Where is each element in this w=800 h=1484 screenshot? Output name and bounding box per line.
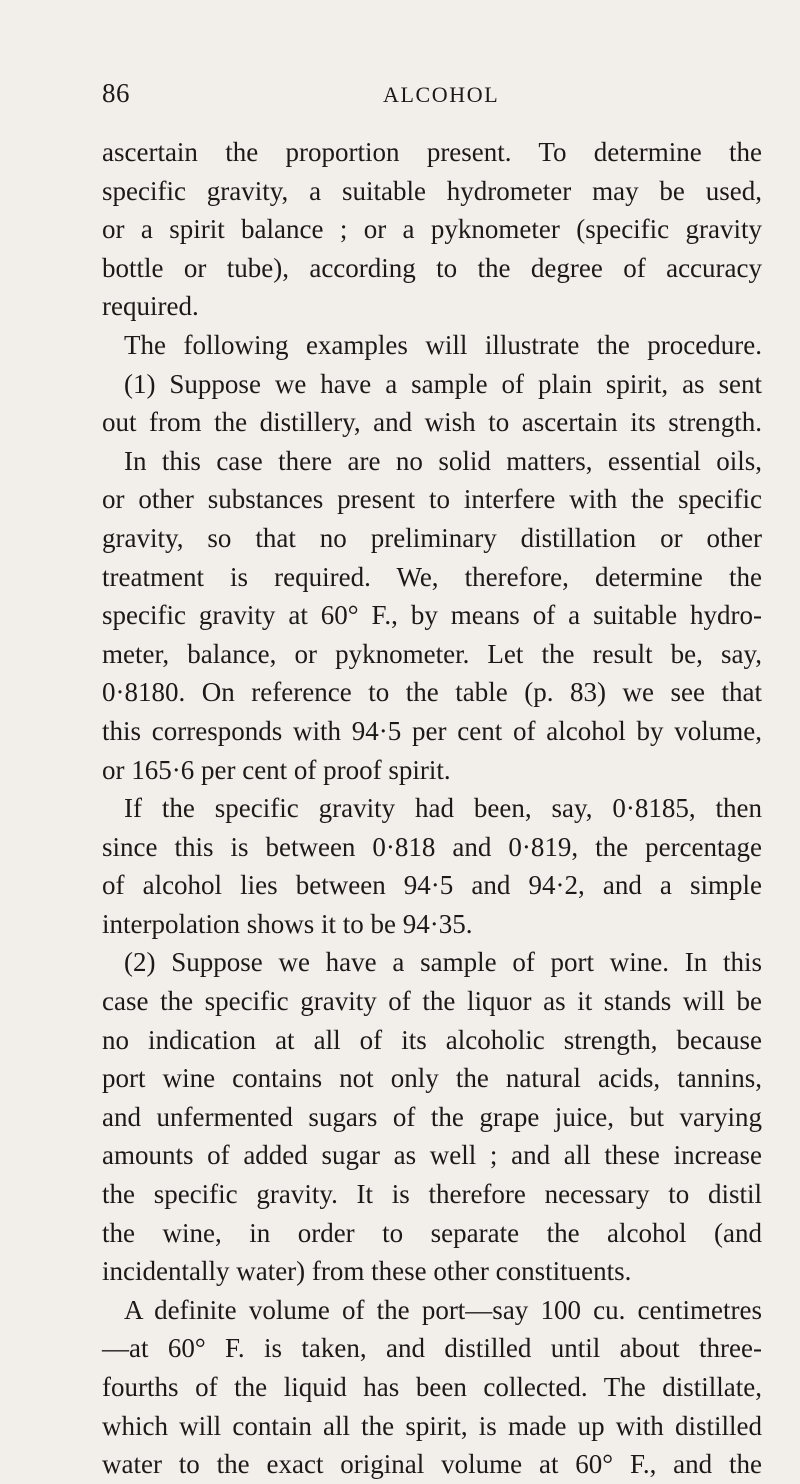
text-line: required. [102, 291, 199, 322]
text-line: or a spirit balance ; or a pyknometer (specific gravity [102, 214, 762, 245]
text-line: treatment is required. We, therefore, determine the [102, 561, 762, 592]
text-line: of alcohol lies between 94·5 and 94·2, and a simple [102, 870, 762, 901]
text-line: the wine, in order to separate the alcohol (and [102, 1217, 762, 1248]
text-line: which will contain all the spirit, is made up with distilled [102, 1410, 762, 1441]
text-line: In this case there are no solid matters, essential oils, [124, 445, 762, 476]
text-line: specific gravity at 60° F., by means of a suitable hydro- [102, 600, 762, 631]
text-line: the specific gravity. It is therefore necessary to distil [102, 1179, 762, 1210]
running-head: ALCOHOL [383, 82, 500, 107]
text-line: 0·8180. On reference to the table (p. 83) we see that [102, 677, 762, 708]
page-header [102, 78, 762, 118]
text-line: interpolation shows it to be 94·35. [102, 908, 473, 939]
text-line: If the specific gravity had been, say, 0·8185, then [124, 793, 762, 824]
text-line: case the specific gravity of the liquor as it stands will be [102, 986, 762, 1017]
text-line: port wine contains not only the natural acids, tannins, [102, 1063, 762, 1094]
text-line: (1) Suppose we have a sample of plain spirit, as sent [124, 368, 762, 399]
text-line: no indication at all of its alcoholic strength, because [102, 1024, 762, 1055]
text-line: or other substances present to interfere with the specific [102, 484, 762, 515]
text-line: (2) Suppose we have a sample of port wine. In this [124, 947, 762, 978]
text-line: gravity, so that no preliminary distillation or other [102, 522, 762, 553]
text-line: incidentally water) from these other constituents. [102, 1256, 632, 1287]
text-line: —at 60° F. is taken, and distilled until about three- [102, 1333, 762, 1364]
text-line: The following examples will illustrate the procedure. [124, 329, 762, 360]
text-line: meter, balance, or pyknometer. Let the result be, say, [102, 638, 762, 669]
page-number: 86 [102, 78, 130, 108]
text-line: water to the exact original volume at 60° F., and the [102, 1449, 762, 1480]
text-line: amounts of added sugar as well ; and all these increase [102, 1140, 762, 1171]
text-line: out from the distillery, and wish to ascertain its strength. [102, 407, 762, 438]
text-line: this corresponds with 94·5 per cent of alcohol by volume, [102, 715, 762, 746]
text-line: fourths of the liquid has been collected. The distillate, [102, 1372, 762, 1402]
text-line: specific gravity, a suitable hydrometer may be used, [102, 175, 762, 206]
text-line: or 165·6 per cent of proof spirit. [102, 754, 451, 785]
text-line: A definite volume of the port—say 100 cu. centimetres [124, 1294, 762, 1325]
text-line: ascertain the proportion present. To determine the [102, 137, 762, 167]
text-line: and unfermented sugars of the grape juice, but varying [102, 1101, 762, 1132]
text-line: bottle or tube), according to the degree of accuracy [102, 252, 762, 283]
body-text [102, 133, 762, 1484]
text-line: since this is between 0·818 and 0·819, the percentage [102, 831, 762, 862]
